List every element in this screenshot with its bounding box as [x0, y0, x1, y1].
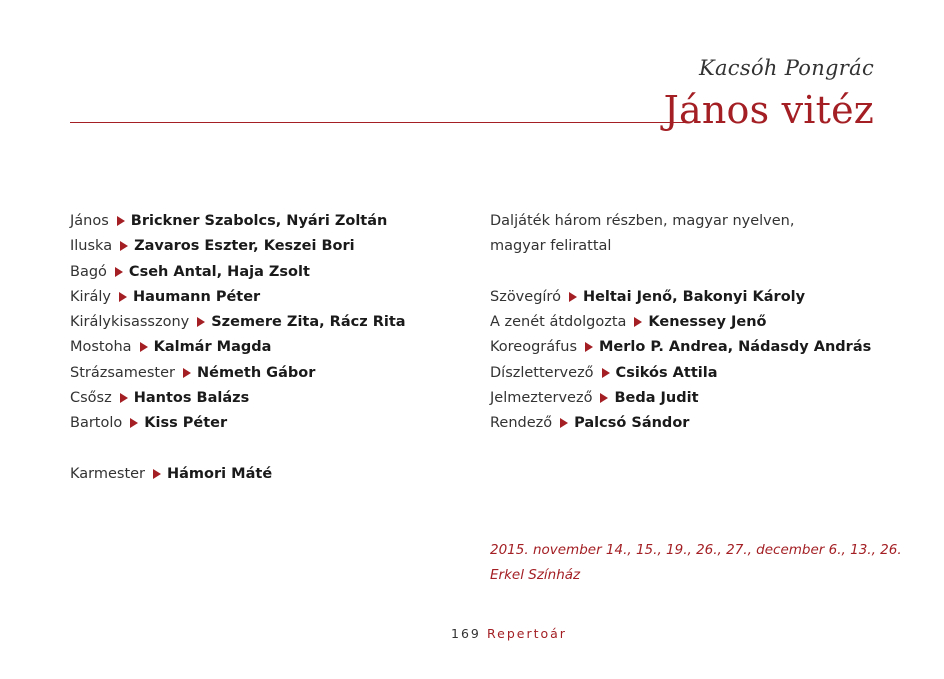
performance-info	[490, 538, 902, 588]
crew-row	[490, 361, 871, 386]
arrow-icon	[120, 241, 128, 251]
crew-names: Kenessey Jenő	[648, 314, 767, 331]
cast-row	[70, 361, 406, 386]
performer-names: Zavaros Eszter, Keszei Bori	[134, 238, 355, 255]
crew-names: Beda Judit	[614, 390, 699, 407]
performer-names: Cseh Antal, Haja Zsolt	[128, 263, 310, 280]
crew-row	[490, 386, 871, 411]
description-line: Daljáték három részben, magyar nyelven,	[490, 213, 795, 229]
role-label: Jelmeztervező	[490, 390, 593, 407]
role-label: Mostoha	[70, 339, 132, 356]
crew-list	[490, 209, 871, 437]
spacer	[70, 437, 406, 462]
cast-row	[70, 209, 406, 234]
cast-row	[70, 386, 406, 411]
performance-dates: 2015. november 14., 15., 19., 26., 27., december 6., 13., 26.	[490, 542, 902, 558]
cast-row	[70, 411, 406, 436]
arrow-icon	[183, 368, 191, 378]
role-label: Strázsamester	[70, 364, 175, 381]
arrow-icon	[120, 393, 128, 403]
performer-names: Brickner Szabolcs, Nyári Zoltán	[130, 213, 388, 229]
performer-names: Szemere Zita, Rácz Rita	[211, 314, 406, 331]
crew-names: Merlo P. Andrea, Nádasdy András	[599, 339, 872, 356]
arrow-icon	[153, 469, 161, 479]
section-name: Repertoár	[487, 626, 567, 641]
title-rule	[70, 122, 686, 123]
arrow-icon	[602, 368, 610, 378]
role-label: A zenét átdolgozta	[490, 314, 627, 331]
cast-row	[70, 285, 406, 310]
role-label: Szövegíró	[490, 288, 561, 305]
performer-names: Németh Gábor	[196, 364, 316, 381]
role-label: Bartolo	[70, 415, 123, 432]
arrow-icon	[119, 292, 127, 302]
performer-names: Hámori Máté	[167, 465, 273, 482]
role-label: Karmester	[70, 465, 146, 482]
crew-names: Heltai Jenő, Bakonyi Károly	[582, 288, 806, 305]
performer-names: Hantos Balázs	[133, 390, 250, 407]
arrow-icon	[634, 317, 642, 327]
crew-names: Csikós Attila	[615, 364, 718, 381]
arrow-icon	[130, 418, 138, 428]
performer-names: Kalmár Magda	[153, 339, 272, 356]
role-label: Rendező	[490, 415, 553, 432]
arrow-icon	[115, 267, 123, 277]
arrow-icon	[117, 216, 125, 226]
performer-names: Haumann Péter	[133, 288, 261, 305]
arrow-icon	[560, 418, 568, 428]
crew-names: Palcsó Sándor	[574, 415, 690, 432]
composer-name: Kacsóh Pongrác	[699, 56, 874, 80]
arrow-icon	[569, 292, 577, 302]
role-label: János	[70, 213, 109, 229]
conductor-row	[70, 462, 406, 487]
description-line: magyar felirattal	[490, 238, 612, 255]
role-label: Bagó	[70, 263, 107, 280]
cast-row	[70, 234, 406, 259]
page-number: 169	[451, 626, 481, 641]
venue: Erkel Színház	[490, 567, 581, 583]
crew-row	[490, 310, 871, 335]
role-label: Iluska	[70, 238, 113, 255]
role-label: Király	[70, 288, 111, 305]
crew-row	[490, 285, 871, 310]
cast-row	[70, 310, 406, 335]
performer-names: Kiss Péter	[144, 415, 228, 432]
role-label: Díszlettervező	[490, 364, 594, 381]
crew-row	[490, 335, 871, 360]
arrow-icon	[197, 317, 205, 327]
cast-row	[70, 260, 406, 285]
role-label: Koreográfus	[490, 339, 577, 356]
cast-list	[70, 209, 406, 487]
arrow-icon	[140, 342, 148, 352]
role-label: Csősz	[70, 390, 112, 407]
spacer	[490, 260, 871, 285]
role-label: Királykisasszony	[70, 314, 190, 331]
cast-row	[70, 335, 406, 360]
arrow-icon	[585, 342, 593, 352]
crew-row	[490, 411, 871, 436]
page-title: János vitéz	[663, 88, 874, 132]
arrow-icon	[600, 393, 608, 403]
